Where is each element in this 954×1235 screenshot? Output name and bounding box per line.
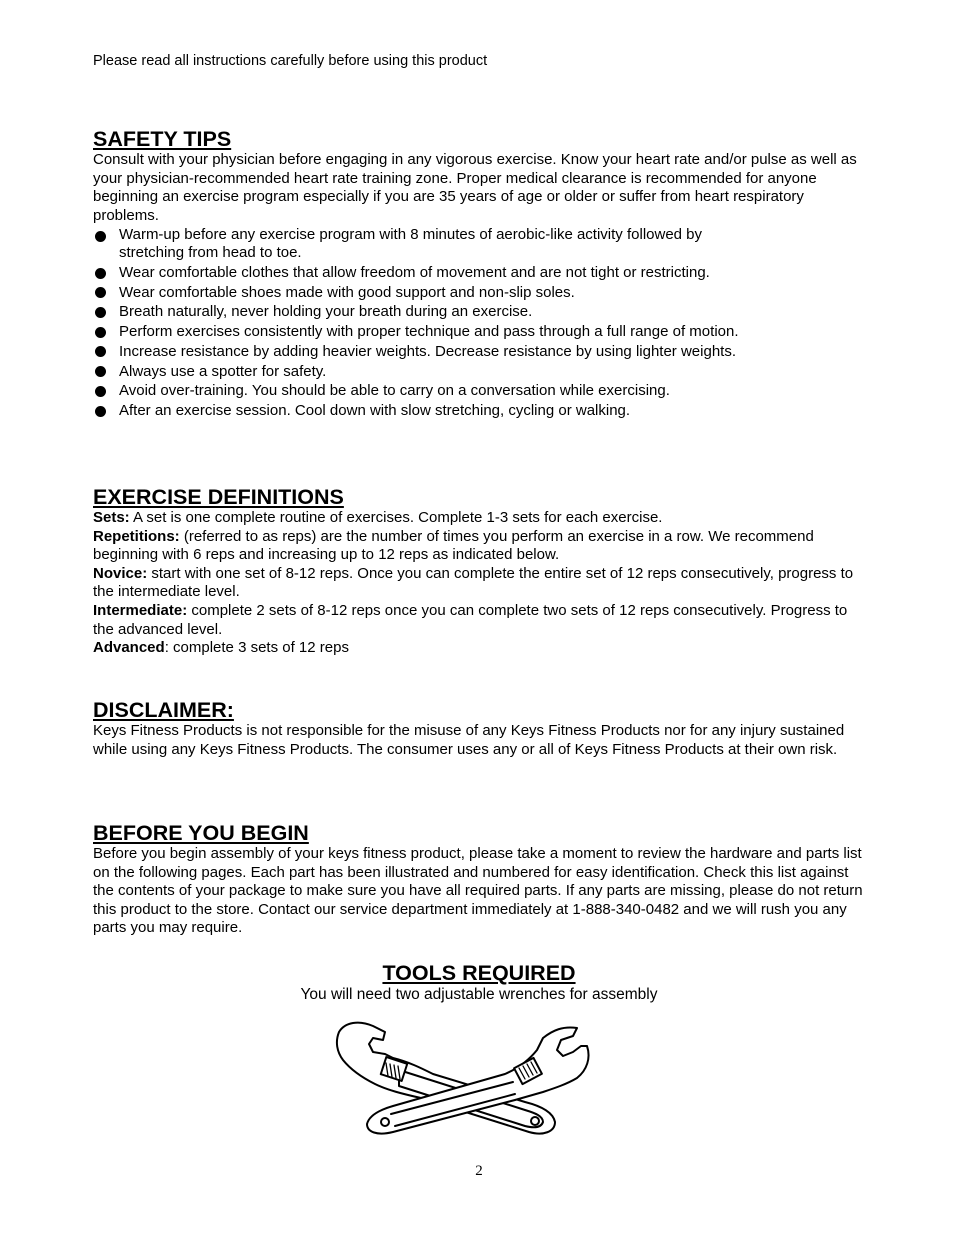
definition-repetitions: Repetitions: (referred to as reps) are the number of times you perform an exercise in a row. We recommend beginning with 6 reps and increasing up to 12 reps as indicated below.	[93, 527, 814, 564]
bullet-icon	[95, 307, 106, 318]
safety-bullet-list	[93, 226, 865, 420]
page-number: 2	[475, 1163, 483, 1179]
bullet-icon	[95, 287, 106, 298]
disclaimer-title: DISCLAIMER:	[93, 698, 234, 722]
list-item: Always use a spotter for safety.	[93, 362, 865, 382]
safety-section	[93, 127, 865, 421]
definition-novice: Novice: start with one set of 8-12 reps. Once you can complete the entire set of 12 reps consecutively, progress to the intermediate level.	[93, 564, 854, 601]
bullet-icon	[95, 366, 106, 377]
bullet-icon	[95, 406, 106, 417]
safety-title: SAFETY TIPS	[93, 127, 232, 151]
definition-sets: Sets: A set is one complete routine of exercises. Complete 1-3 sets for each exercise.	[93, 509, 663, 526]
list-item: Perform exercises consistently with proper technique and pass through a full range of motion.	[93, 322, 865, 342]
disclaimer-paragraph: Keys Fitness Products is not responsible for the misuse of any Keys Fitness Products nor for any injury sustained while using any Keys Fitness Products. The consumer uses any or all of Keys Fitness Products at their own risk.	[93, 722, 845, 758]
list-item: After an exercise session. Cool down with slow stretching, cycling or walking.	[93, 401, 865, 421]
bullet-icon	[95, 268, 106, 279]
bullet-icon	[95, 386, 106, 397]
before-paragraph: Before you begin assembly of your keys fitness product, please take a moment to review the hardware and parts list on the following pages. Each part has been illustrated and numbered for easy identification. Check this list against the contents of your package to make sure you have all required parts. If any parts are missing, please do not return this product to the store. Contact our service department immediately at 1-888-340-0482 and we will rush you any parts you may require.	[93, 845, 863, 937]
list-item: Increase resistance by adding heavier weights. Decrease resistance by using lighter weights.	[93, 342, 865, 362]
intro-note: Please read all instructions carefully before using this product	[93, 53, 488, 69]
safety-paragraph: Consult with your physician before engaging in any vigorous exercise. Know your heart rate and/or pulse as well as your physician-recommended heart rate training zone. Proper medical clearance is recommended for anyone beginning an exercise program especially if you are 35 years of age or older or suffer from heart respiratory problems.	[93, 151, 857, 224]
before-title: BEFORE YOU BEGIN	[93, 821, 309, 845]
definitions-title: EXERCISE DEFINITIONS	[93, 485, 344, 509]
definition-advanced: Advanced: complete 3 sets of 12 reps	[93, 639, 349, 657]
tools-subtitle: You will need two adjustable wrenches for assembly	[300, 986, 658, 1003]
list-item: Breath naturally, never holding your breath during an exercise.	[93, 302, 865, 322]
definition-intermediate: Intermediate: complete 2 sets of 8-12 reps once you can complete two sets of 12 reps consecutively. Progress to the advanced level.	[93, 601, 848, 638]
before-section	[93, 821, 865, 938]
bullet-icon	[95, 327, 106, 338]
definitions-section	[93, 485, 865, 658]
list-item: Wear comfortable shoes made with good support and non-slip soles.	[93, 283, 865, 303]
tools-title: TOOLS REQUIRED	[382, 961, 576, 985]
disclaimer-section	[93, 698, 865, 759]
list-item: Avoid over-training. You should be able to carry on a conversation while exercising.	[93, 381, 865, 401]
bullet-icon	[95, 346, 106, 357]
bullet-icon	[95, 231, 106, 242]
tools-section	[93, 961, 865, 1005]
list-item: Wear comfortable clothes that allow freedom of movement and are not tight or restricting.	[93, 263, 865, 283]
crossed-wrenches-icon	[329, 1018, 594, 1142]
list-item: Warm-up before any exercise program with 8 minutes of aerobic-like activity followed by stretching from head to toe.	[93, 226, 865, 263]
